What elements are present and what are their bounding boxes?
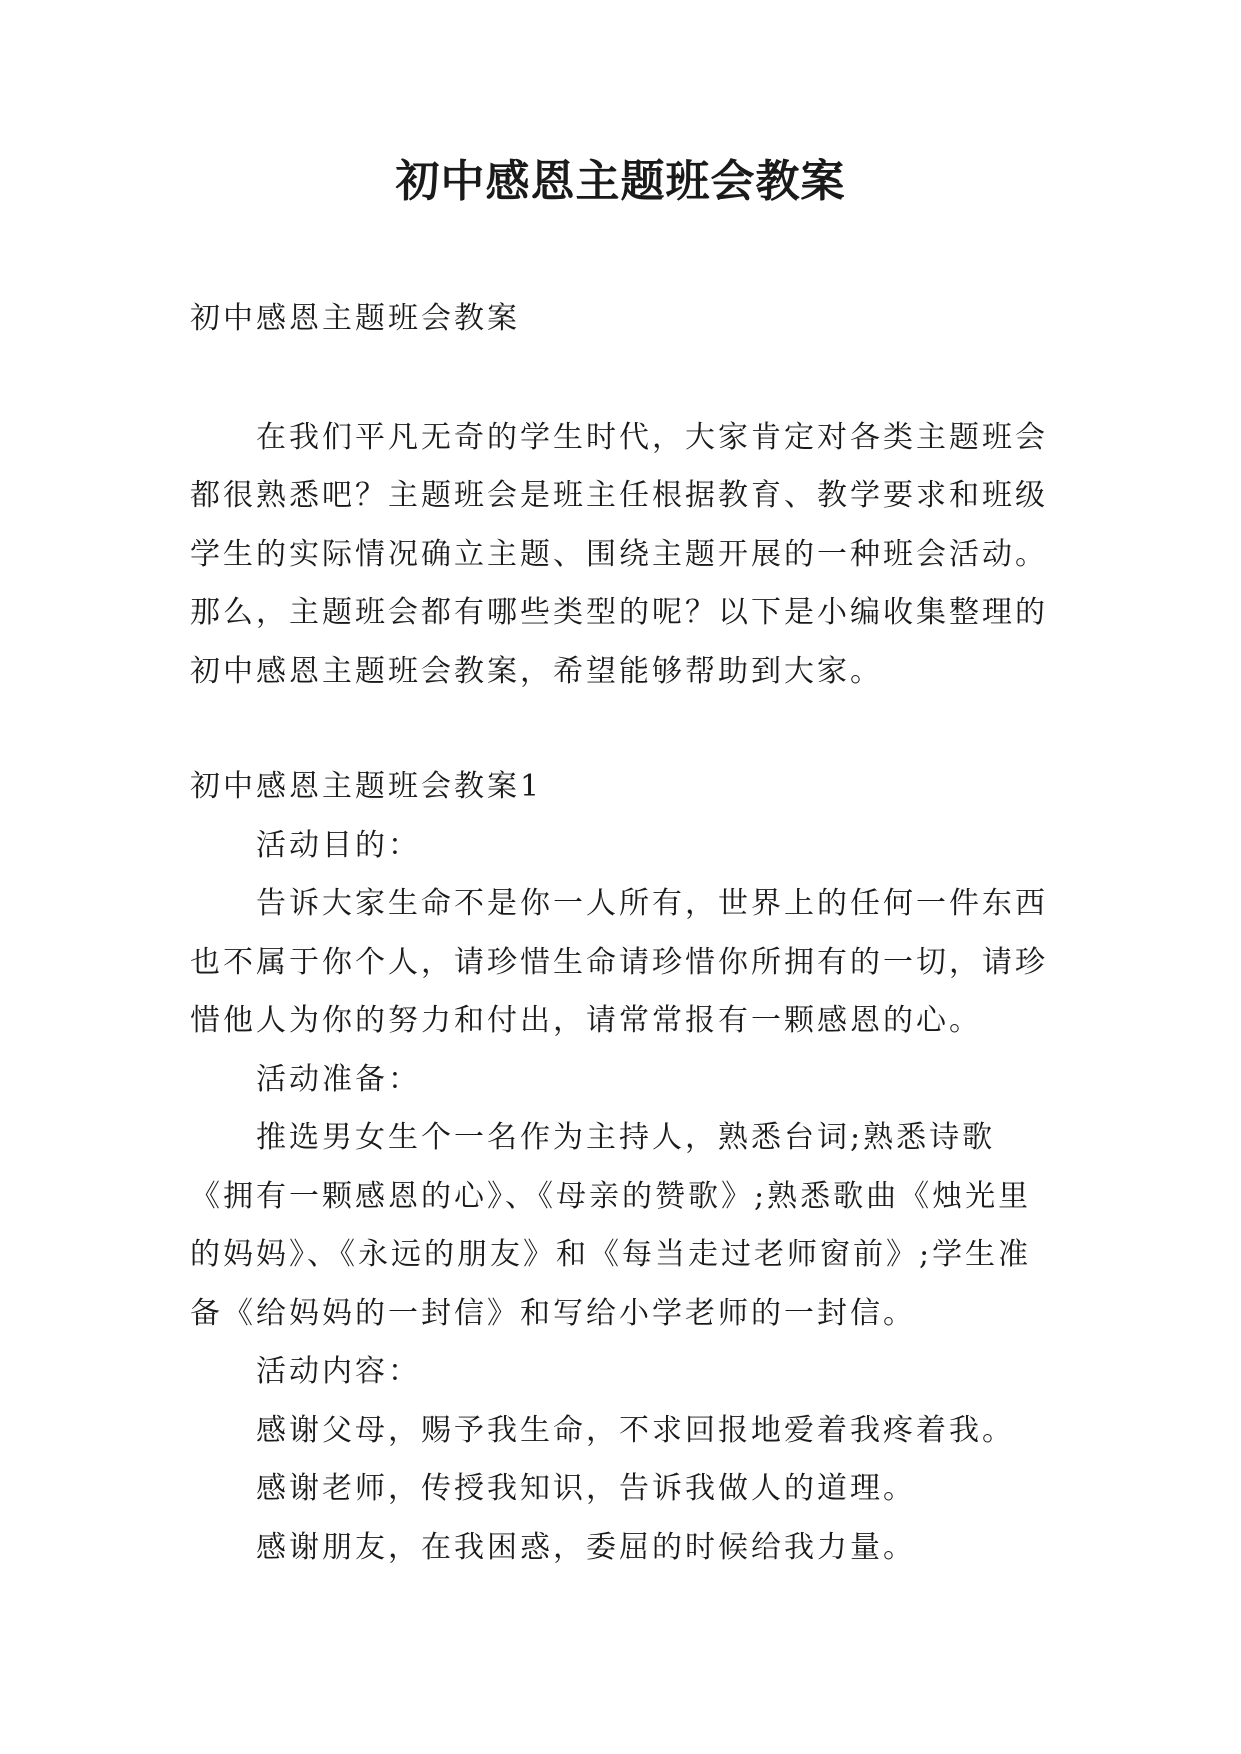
goal-heading: 活动目的：: [256, 827, 421, 863]
goal-paragraph: 告诉大家生命不是你一人所有，世界上的任何一件东西也不属于你个人，请珍惜生命请珍惜你所拥有的一切，请珍惜他人为你的努力和付出，请常常报有一颗感恩的心。: [190, 886, 1048, 1038]
intro-paragraph: 在我们平凡无奇的学生时代，大家肯定对各类主题班会都很熟悉吧？主题班会是班主任根据教育、教学要求和班级学生的实际情况确立主题、围绕主题开展的一种班会活动。那么，主题班会都有哪些类型的呢？以下是小编收集整理的初中感恩主题班会教案，希望能够帮助到大家。: [190, 419, 1048, 689]
prep-paragraph: 推选男女生个一名作为主持人，熟悉台词;熟悉诗歌《拥有一颗感恩的心》、《母亲的赞歌》;熟悉歌曲《烛光里的妈妈》、《永远的朋友》和《每当走过老师窗前》;学生准备《给妈妈的一封信》和写给小学老师的一封信。: [190, 1120, 1032, 1331]
content-heading: 活动内容：: [256, 1354, 421, 1389]
thanks-parents-line: 感谢父母，赐予我生命，不求回报地爱着我疼着我。: [256, 1412, 1015, 1448]
thanks-friends-line: 感谢朋友，在我困惑，委屈的时候给我力量。: [256, 1529, 916, 1565]
thanks-teachers-line: 感谢老师，传授我知识，告诉我做人的道理。: [256, 1471, 916, 1506]
section-heading: 初中感恩主题班会教案1: [190, 769, 543, 804]
spacer: [190, 349, 1050, 409]
document-subtitle: 初中感恩主题班会教案: [190, 301, 520, 336]
spacer: [190, 701, 1050, 758]
document-title: 初中感恩主题班会教案: [395, 156, 846, 207]
prep-heading: 活动准备：: [256, 1061, 421, 1097]
document-body: [190, 290, 1050, 1577]
